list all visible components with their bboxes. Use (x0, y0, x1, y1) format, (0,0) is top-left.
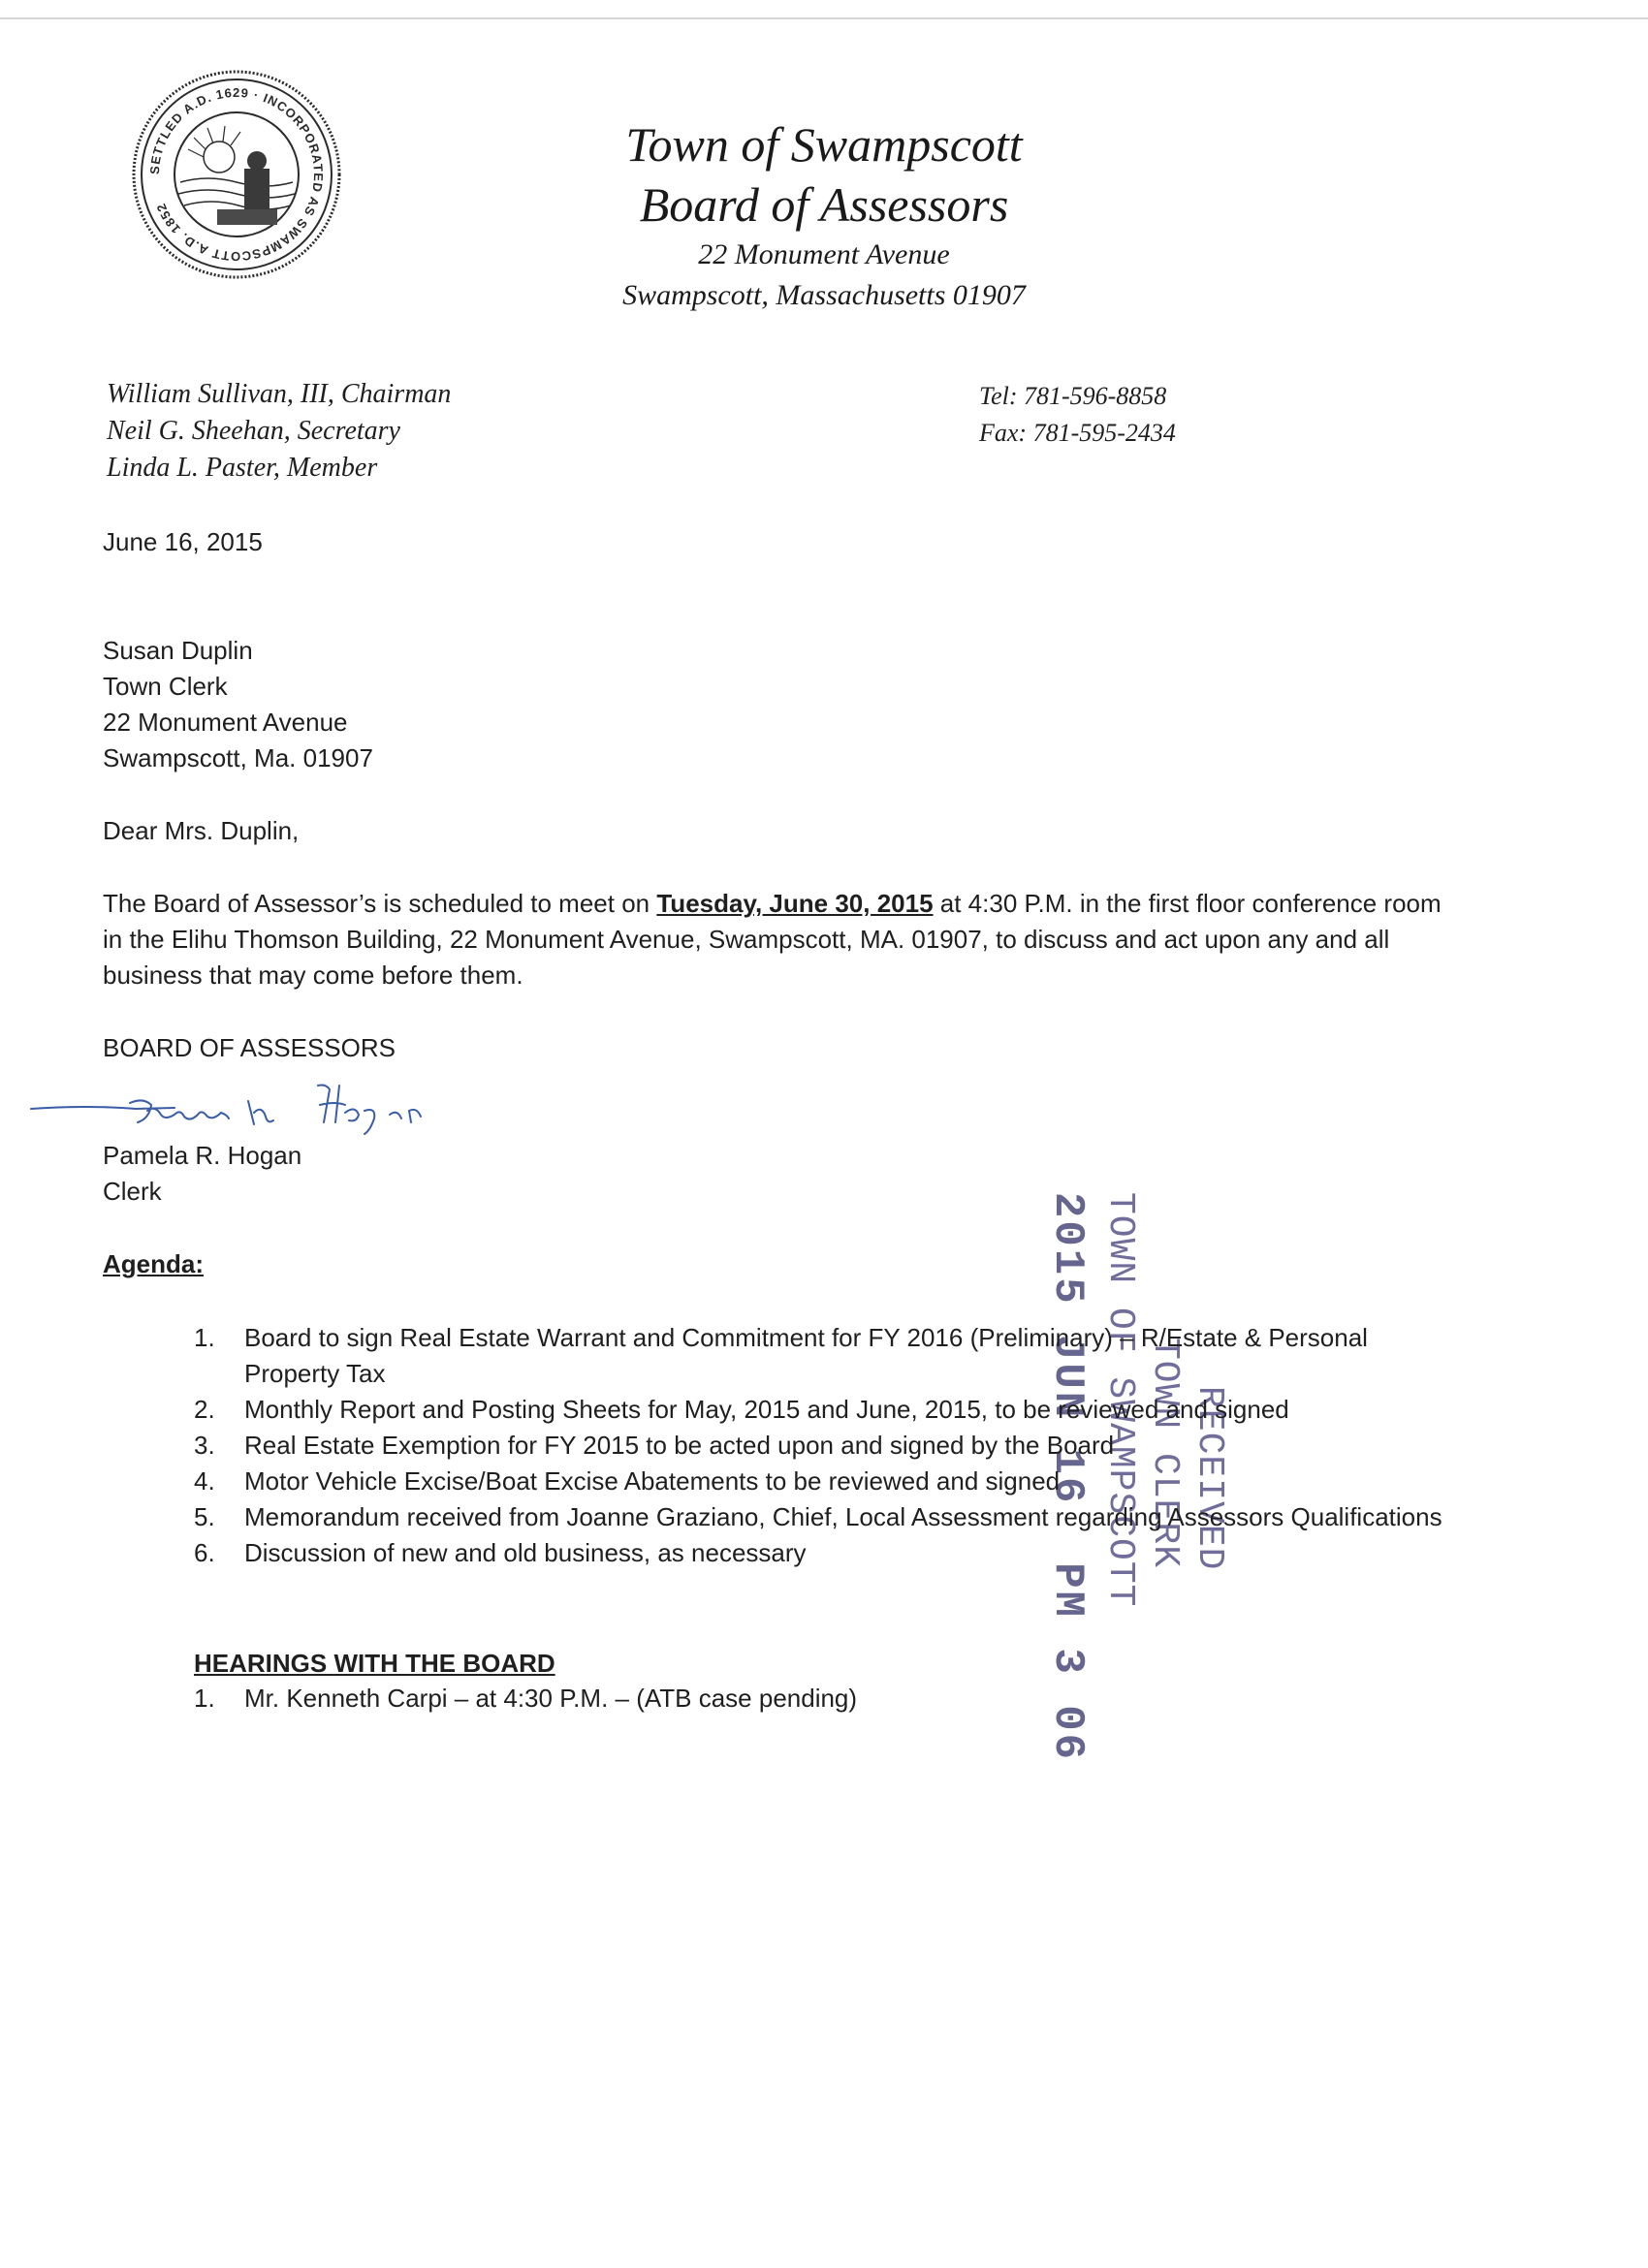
agenda-item-number: 2. (194, 1395, 215, 1424)
salutation: Dear Mrs. Duplin, (103, 816, 300, 845)
paragraph-line-2: in the Elihu Thomson Building, 22 Monument Avenue, Swampscott, MA. 01907, to discuss and act upon any and all (103, 925, 1390, 954)
letterhead (543, 114, 1105, 316)
hearing-item-text: Mr. Kenneth Carpi – at 4:30 P.M. – (ATB case pending) (244, 1684, 858, 1713)
paragraph-time-location: at 4:30 P.M. in the first floor conference room (933, 889, 1442, 918)
letter-date: June 16, 2015 (103, 527, 263, 556)
agenda-item-number: 6. (194, 1538, 215, 1567)
signer-block (103, 1138, 301, 1210)
agenda-item (194, 1320, 1551, 1392)
paragraph-line-1 (103, 886, 1557, 922)
member-secretary: Neil G. Sheehan, Secretary (107, 416, 400, 446)
hearing-item (194, 1681, 857, 1717)
agenda-item (194, 1392, 1551, 1428)
signer-title: Clerk (103, 1177, 162, 1206)
signer-name: Pamela R. Hogan (103, 1141, 302, 1170)
letterhead-city: Swampscott, Massachusetts 01907 (622, 279, 1026, 311)
addressee-city: Swampscott, Ma. 01907 (103, 743, 373, 772)
agenda-item (194, 1464, 1551, 1499)
agenda-item-text: Motor Vehicle Excise/Boat Excise Abatements to be reviewed and signed (244, 1466, 1061, 1496)
agenda-item (194, 1428, 1551, 1464)
agenda-item (194, 1535, 1551, 1571)
meeting-date: Tuesday, June 30, 2015 (656, 889, 934, 918)
letterhead-town-name: Town of Swampscott (625, 117, 1023, 172)
meeting-paragraph (103, 886, 1557, 993)
hearing-item-number: 1. (194, 1684, 215, 1713)
paragraph-line-3: business that may come before them. (103, 961, 523, 990)
agenda-item-number: 1. (194, 1323, 215, 1352)
addressee-street: 22 Monument Avenue (103, 708, 348, 737)
hearings-heading: HEARINGS WITH THE BOARD (194, 1649, 555, 1678)
member-chairman: William Sullivan, III, Chairman (107, 379, 452, 409)
agenda-list (194, 1320, 1551, 1571)
agenda-item-number: 5. (194, 1502, 215, 1531)
agenda-item-text: Memorandum received from Joanne Graziano, Chief, Local Assessment regarding Assessors Qualifications (244, 1502, 1442, 1531)
stamp-town-name: TOWN OF SWAMPSCOTT (1099, 1192, 1141, 1608)
stamp-town-clerk: TOWN CLERK (1144, 1338, 1186, 1569)
agenda-item-line: Property Tax (244, 1359, 386, 1388)
agenda-item-text: Discussion of new and old business, as necessary (244, 1538, 807, 1567)
agenda-item-text (244, 1320, 1551, 1392)
scan-edge-line (0, 17, 1648, 19)
agenda-item-text: Monthly Report and Posting Sheets for May, 2015 and June, 2015, to be reviewed and signed (244, 1395, 1289, 1424)
letterhead-street: 22 Monument Avenue (698, 238, 950, 270)
closing-board: BOARD OF ASSESSORS (103, 1033, 396, 1062)
seal-scene-icon (178, 126, 295, 225)
fax: Fax: 781-595-2434 (979, 419, 1176, 447)
addressee-name: Susan Duplin (103, 636, 253, 665)
agenda-item (194, 1499, 1551, 1535)
telephone: Tel: 781-596-8858 (979, 382, 1167, 410)
addressee-block (103, 633, 373, 776)
agenda-item-line: Board to sign Real Estate Warrant and Commitment for FY 2016 (Preliminary) – R/Estate & Personal (244, 1323, 1368, 1352)
agenda-item-number: 4. (194, 1466, 215, 1496)
stamp-date: 2015 JUN 16 PM 3 06 (1043, 1192, 1092, 1763)
agenda-item-text: Real Estate Exemption for FY 2015 to be acted upon and signed by the Board (244, 1431, 1115, 1460)
stamp-received: RECEIVED (1188, 1386, 1230, 1571)
addressee-title: Town Clerk (103, 672, 228, 701)
member-member: Linda L. Paster, Member (107, 453, 378, 483)
letterhead-board-name: Board of Assessors (639, 177, 1009, 232)
board-members (107, 376, 451, 487)
seal-ring-text: SETTLED A.D. 1629 · INCORPORATED AS SWAMPSCOTT A.D. 1852 (146, 84, 327, 265)
agenda-item-number: 3. (194, 1431, 215, 1460)
town-seal-logo (130, 68, 343, 281)
contact-info (979, 378, 1176, 452)
agenda-heading: Agenda: (103, 1249, 204, 1278)
paragraph-intro: The Board of Assessor’s is scheduled to meet on (103, 889, 657, 918)
